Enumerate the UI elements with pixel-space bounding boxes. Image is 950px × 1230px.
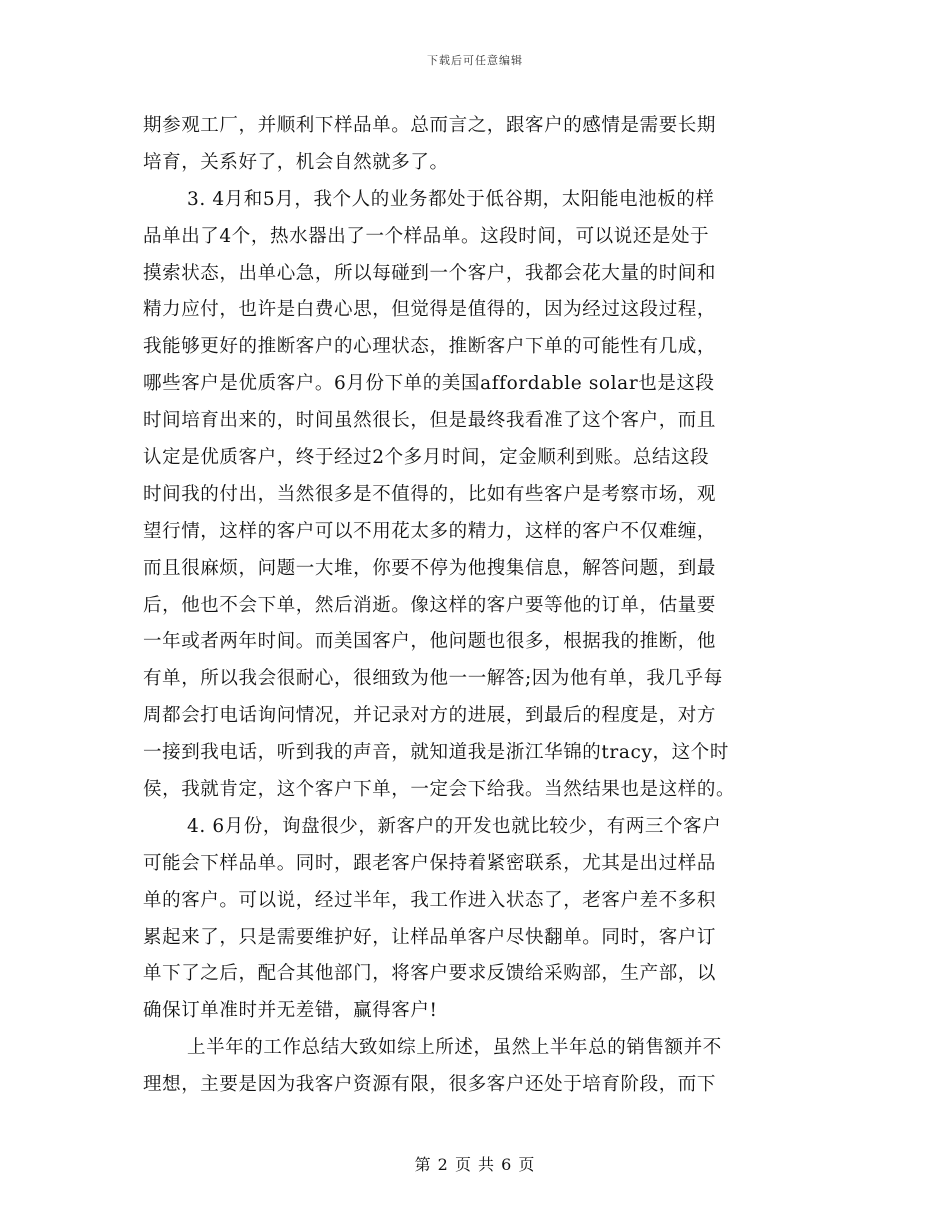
text-line: 精力应付，也许是白费心思，但觉得是值得的，因为经过这段过程，: [143, 299, 717, 321]
text-line: 一年或者两年时间。而美国客户，他问题也很多，根据我的推断，他: [143, 631, 717, 653]
text-line: 品单出了4个，热水器出了一个样品单。这段时间，可以说还是处于: [143, 225, 710, 247]
text-line: 期参观工厂，并顺利下样品单。总而言之，跟客户的感情是需要长期: [143, 115, 717, 136]
text-line: 而且很麻烦，问题一大堆，你要不停为他搜集信息，解答问题，到最: [143, 557, 717, 579]
text-line: 上半年的工作总结大致如综上所述，虽然上半年总的销售额并不: [187, 1037, 722, 1059]
text-line: 3. 4月和5月，我个人的业务都处于低谷期，太阳能电池板的样: [187, 188, 715, 210]
text-line: 培育，关系好了，机会自然就多了。: [143, 151, 449, 173]
text-line: 确保订单准时并无差错，赢得客户!: [143, 1000, 438, 1022]
text-line: 周都会打电话询问情况，并记录对方的进展，到最后的程度是，对方: [143, 705, 717, 727]
text-line: 单下了之后，配合其他部门，将客户要求反馈给采购部，生产部，以: [143, 963, 717, 985]
text-line: 摸索状态，出单心急，所以每碰到一个客户，我都会花大量的时间和: [143, 262, 717, 284]
page-number-footer: 第 2 页 共 6 页: [414, 1155, 536, 1174]
text-line: 我能够更好的推断客户的心理状态，推断客户下单的可能性有几成，: [143, 336, 717, 358]
text-line: 后，他也不会下单，然后消逝。像这样的客户要等他的订单，估量要: [143, 594, 717, 616]
text-line: 单的客户。可以说，经过半年，我工作进入状态了，老客户差不多积: [143, 889, 717, 911]
text-line: 一接到我电话，听到我的声音，就知道我是浙江华锦的tracy，这个时: [143, 742, 729, 764]
document-body: [143, 108, 811, 1104]
text-line: 认定是优质客户，终于经过2个多月时间，定金顺利到账。总结这段: [143, 447, 710, 469]
text-line: 理想，主要是因为我客户资源有限，很多客户还处于培育阶段，而下: [143, 1074, 717, 1096]
text-line: 有单，所以我会很耐心，很细致为他一一解答;因为他有单，我几乎每: [143, 668, 723, 690]
text-line: 可能会下样品单。同时，跟老客户保持着紧密联系，尤其是出过样品: [143, 852, 717, 874]
text-line: 哪些客户是优质客户。6月份下单的美国affordable solar也是这段: [143, 373, 715, 395]
text-line: 望行情，这样的客户可以不用花太多的精力，这样的客户不仅难缠，: [143, 520, 717, 542]
text-line: 时间培育出来的，时间虽然很长，但是最终我看准了这个客户，而且: [143, 410, 717, 432]
text-line: 累起来了，只是需要维护好，让样品单客户尽快翻单。同时，客户订: [143, 926, 717, 948]
text-line: 侯，我就肯定，这个客户下单，一定会下给我。当然结果也是这样的。: [143, 779, 736, 801]
text-line: 4. 6月份，询盘很少，新客户的开发也就比较少，有两三个客户: [187, 815, 722, 837]
page-header: 下载后可任意编辑: [427, 54, 523, 67]
text-line: 时间我的付出，当然很多是不值得的，比如有些客户是考察市场，观: [143, 483, 717, 505]
